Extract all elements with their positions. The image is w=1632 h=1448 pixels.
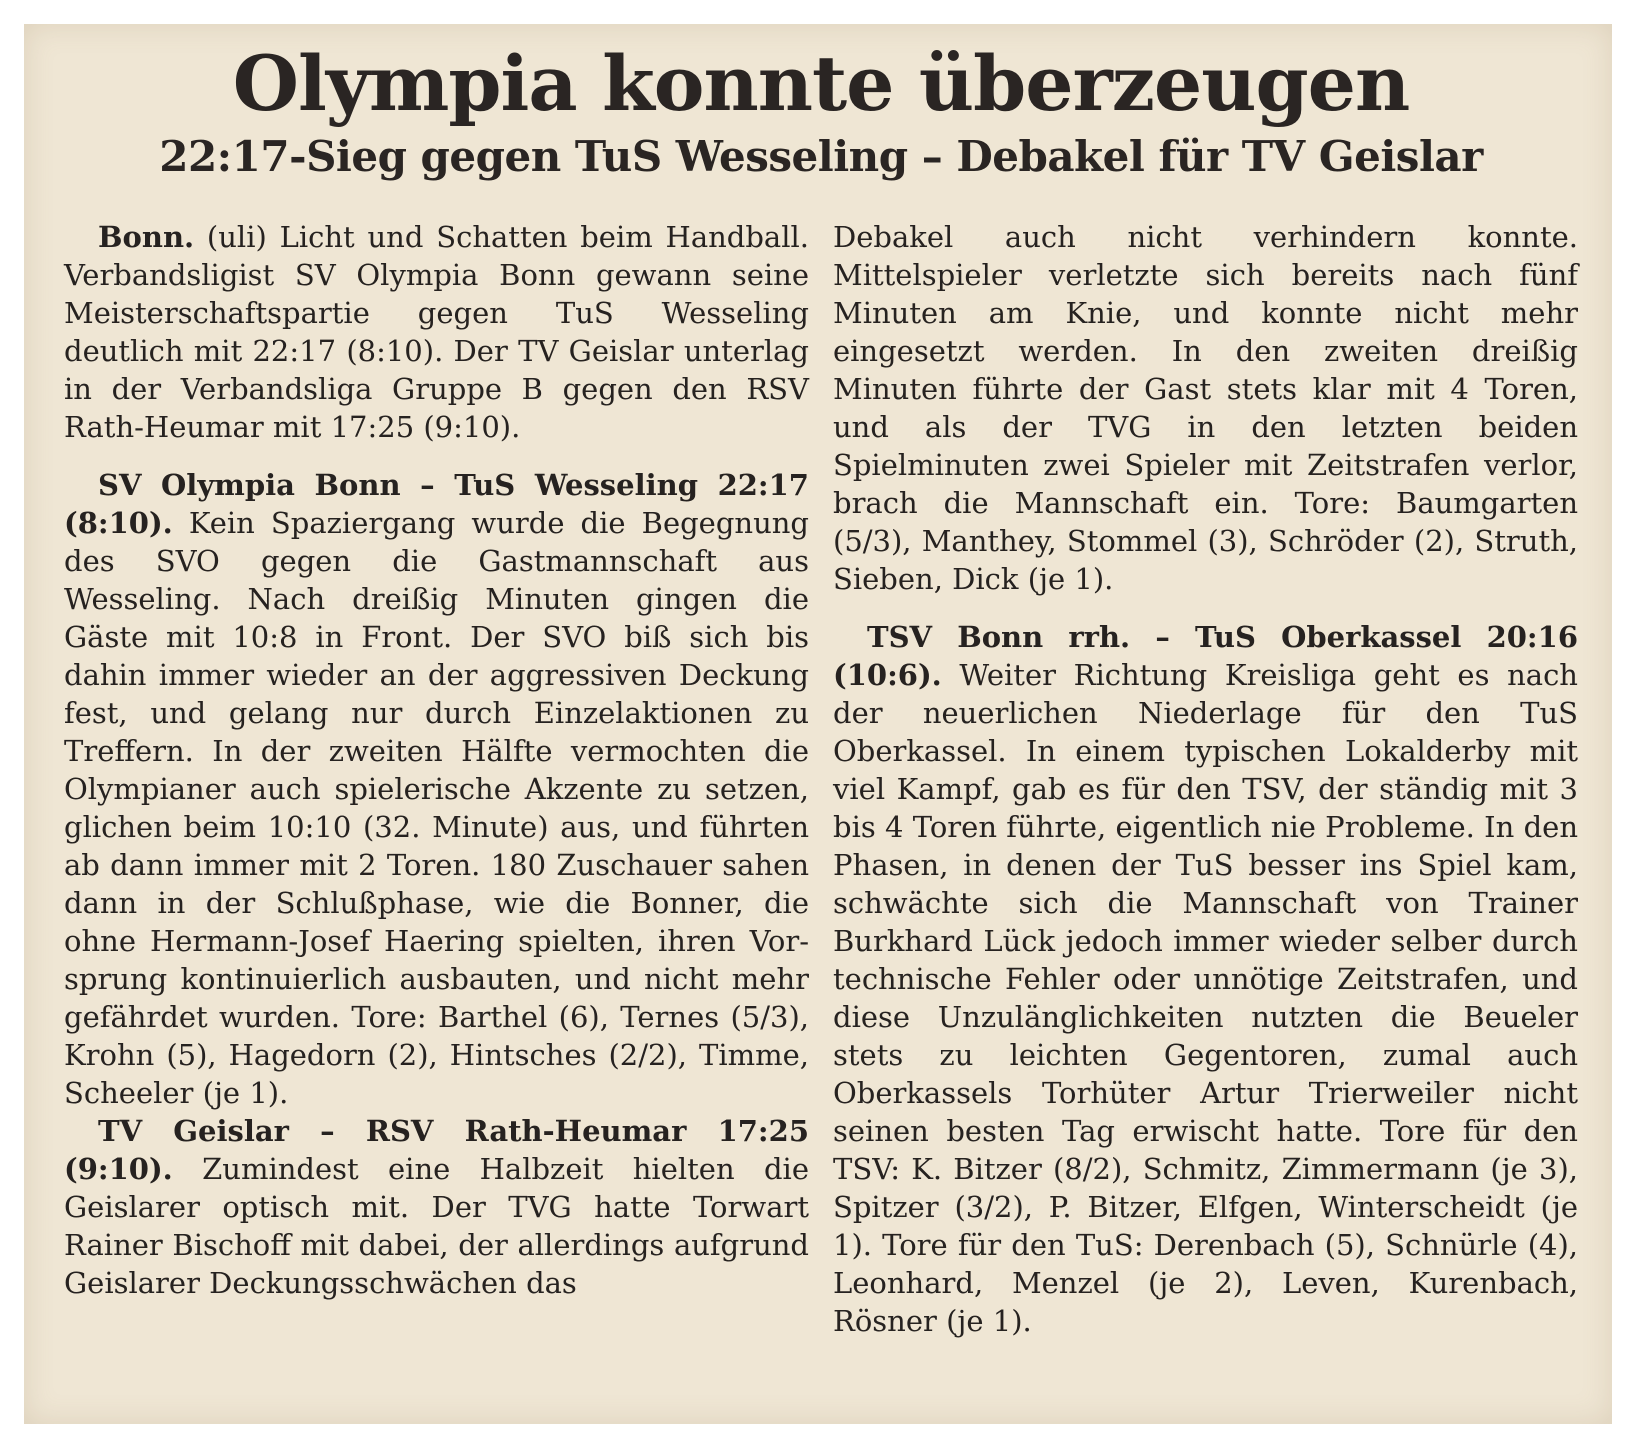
- match2-continuation: [833, 218, 1578, 598]
- match1-paragraph: [64, 466, 809, 1112]
- intro-paragraph: [64, 218, 809, 446]
- headline: Olympia konnte überzeugen: [232, 39, 1410, 128]
- match3-heading: TSV Bonn rrh. – TuS Oberkassel 20:16 (10:6).: [833, 620, 1578, 693]
- match2-paragraph: [64, 1112, 809, 1302]
- subheadline: 22:17-Sieg gegen TuS Wesseling – Debakel für TV Geislar: [159, 131, 1483, 181]
- match3-text: Weiter Richtung Kreisliga geht es nach der neuerlichen Niederlage für den TuS Oberkassel. In einem typischen Lokalderby mit viel Kampf, gab es für den TSV, der ständig mit 3 bis 4 Toren führte, eigentlich nie Probleme. In den Phasen, in denen der TuS besser ins Spiel kam, schwächte sich die Mannschaft von Trainer Burkhard Lück jedoch immer wieder selber durch technische Fehler oder unnötige Zeitstrafen, und diese Unzulänglichkeiten nutzten die Beueler stets zu leichten Gegentoren, zumal auch Oberkassels Torhüter Artur Trierweiler nicht seinen besten Tag erwischt hatte. Tore für den TSV: K. Bitzer (8/2), Schmitz, Zimmermann (je 3), Spitzer (3/2), P. Bitzer, Elfgen, Winterscheidt (je 1). Tore für den TuS: Derenbach (5), Schnürle (4), Leonhard, Menzel (je 2), Leven, Kurenbach, Rösner (je 1).: [833, 658, 1578, 1339]
- match3-paragraph: [833, 618, 1578, 1340]
- match2-text-part2: Debakel auch nicht verhindern konnte. Mittelspieler verletzte sich bereits nach fünf Minuten am Knie, und konnte nicht mehr eingesetzt werden. In den zweiten dreißig Minuten führte der Gast stets klar mit 4 Toren, und als der TVG in den letzten beiden Spielminuten zwei Spieler mit Zeitstrafen verlor, brach die Mannschaft ein. Tore: Baumgarten (5/3), Manthey, Stommel (3), Schröder (2), Struth, Sieben, Dick (je 1).: [833, 220, 1578, 597]
- match2-text-part1: Zumindest eine Halbzeit hielten die Geislarer optisch mit. Der TVG hatte Torwart Rainer Bischoff mit dabei, der allerdings aufgrund Geislarer Deckungsschwächen das: [64, 1152, 809, 1301]
- match2-heading: TV Geislar – RSV Rath-Heumar 17:25 (9:10).: [64, 1114, 809, 1187]
- column-left: [64, 218, 809, 1340]
- match1-heading: SV Olympia Bonn – TuS Wesseling 22:17 (8:10).: [64, 468, 809, 541]
- match1-text: Kein Spaziergang wurde die Begegnung des SVO gegen die Gastmannschaft aus Wesseling. Nach dreißig Minuten gingen die Gäste mit 10:8 in Front. Der SVO biß sich bis dahin immer wieder an der aggressiven Deckung fest, und gelang nur durch Einzelaktionen zu Treffern. In der zweiten Hälfte vermochten die Olympianer auch spielerische Akzente zu setzen, glichen beim 10:10 (32. Minute) aus, und führten ab dann immer mit 2 Toren. 180 Zuschauer sahen dann in der Schlußphase, wie die Bonner, die ohne Hermann-Josef Haering spielten, ihren Vorsprung kontinuierlich ausbauten, und nicht mehr gefährdet wurden. Tore: Barthel (6), Ternes (5/3), Krohn (5), Hagedorn (2), Hintsches (2/2), Timme, Scheeler (je 1).: [64, 506, 809, 1111]
- article-columns: [64, 218, 1578, 1340]
- dateline: Bonn.: [98, 220, 195, 255]
- intro-text: (uli) Licht und Schatten beim Handball. Verbandsligist SV Olympia Bonn gewann seine Meisterschaftspartie gegen TuS Wesseling deutlich mit 22:17 (8:10). Der TV Geislar unterlag in der Verbandsliga Gruppe B gegen den RSV Rath-Heumar mit 17:25 (9:10).: [64, 220, 809, 445]
- column-right: [833, 218, 1578, 1340]
- newspaper-clipping: [24, 24, 1612, 1424]
